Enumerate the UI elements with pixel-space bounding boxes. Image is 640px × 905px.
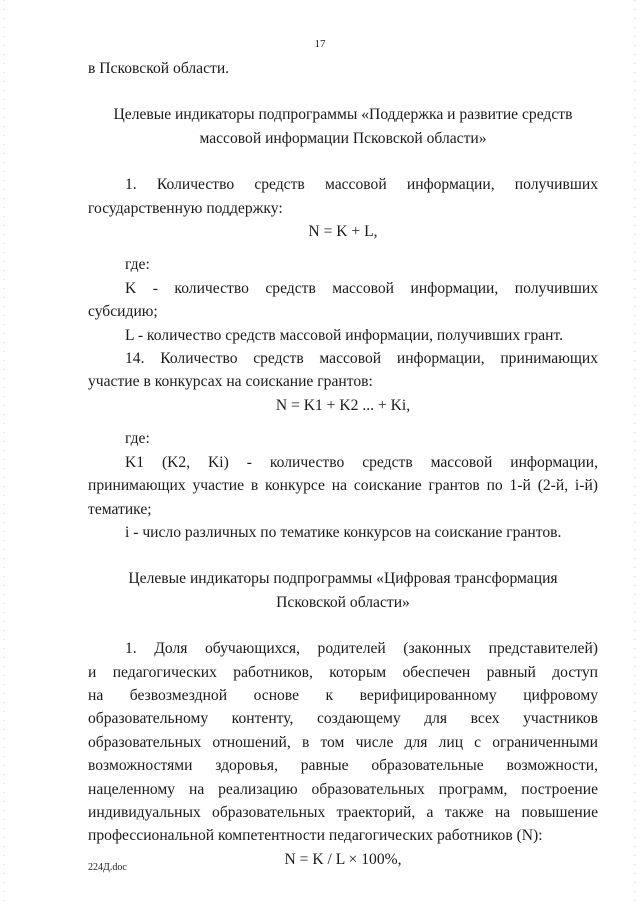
paragraph-line: профессиональной компетентности педагогических работников (N): <box>88 827 543 845</box>
paragraph-line: где: <box>125 256 150 274</box>
paragraph-line: государственную поддержку: <box>88 199 283 217</box>
paragraph-line: и педагогических работников, которым обеспечен равный доступ <box>88 663 598 681</box>
paragraph-line: 14. Количество средств массовой информации, принимающих <box>125 350 598 368</box>
footer-filename: 224Д.doc <box>88 862 127 873</box>
page-number: 17 <box>314 38 326 50</box>
formula: N = K1 + K2 ... + Ki, <box>275 396 411 414</box>
section-heading: массовой информации Псковской области» <box>199 129 487 147</box>
left-scan-edge <box>3 0 5 905</box>
paragraph-line: образовательному контенту, создающему для всех участников <box>88 710 598 728</box>
paragraph-line: принимающих участие в конкурсе на соискание грантов по 1-й (2-й, i-й) <box>88 477 598 495</box>
paragraph-line: 1. Доля обучающихся, родителей (законных представителей) <box>125 640 598 658</box>
section-heading: Целевые индикаторы подпрограммы «Поддержка и развитие средств <box>113 106 573 124</box>
paragraph-line: K - количество средств массовой информации, получивших <box>125 279 598 297</box>
document-body <box>88 57 598 871</box>
paragraph-line: тематике; <box>88 500 152 518</box>
paragraph-line: K1 (K2, Ki) - количество средств массовой информации, <box>125 453 598 471</box>
paragraph-line: субсидию; <box>88 303 158 321</box>
paragraph-line: где: <box>125 430 150 448</box>
section-heading: Целевые индикаторы подпрограммы «Цифровая трансформация <box>128 570 558 588</box>
formula: N = K + L, <box>308 223 378 241</box>
section-heading: Псковской области» <box>276 593 410 611</box>
paragraph-line: 1. Количество средств массовой информации, получивших <box>125 176 598 194</box>
paragraph-line: индивидуальных образовательных траекторий, а также на повышение <box>88 803 598 821</box>
paragraph-line: на безвозмездной основе к верифицированному цифровому <box>88 686 598 704</box>
paragraph-line: возможностями здоровья, равные образовательные возможности, <box>88 757 598 775</box>
paragraph-line: участие в конкурсах на соискание грантов: <box>88 373 373 391</box>
text-line: в Псковской области. <box>88 60 230 77</box>
paragraph-line: L - количество средств массовой информации, получивших грант. <box>125 326 564 344</box>
paragraph-line: i - число различных по тематике конкурсов на соискание грантов. <box>125 523 562 541</box>
right-scan-edge <box>634 0 636 905</box>
paragraph-line: нацеленному на реализацию образовательных программ, построение <box>88 780 598 798</box>
paragraph-line: образовательных отношений, в том числе для лиц с ограниченными <box>88 733 598 751</box>
formula: N = K / L × 100%, <box>284 850 402 868</box>
